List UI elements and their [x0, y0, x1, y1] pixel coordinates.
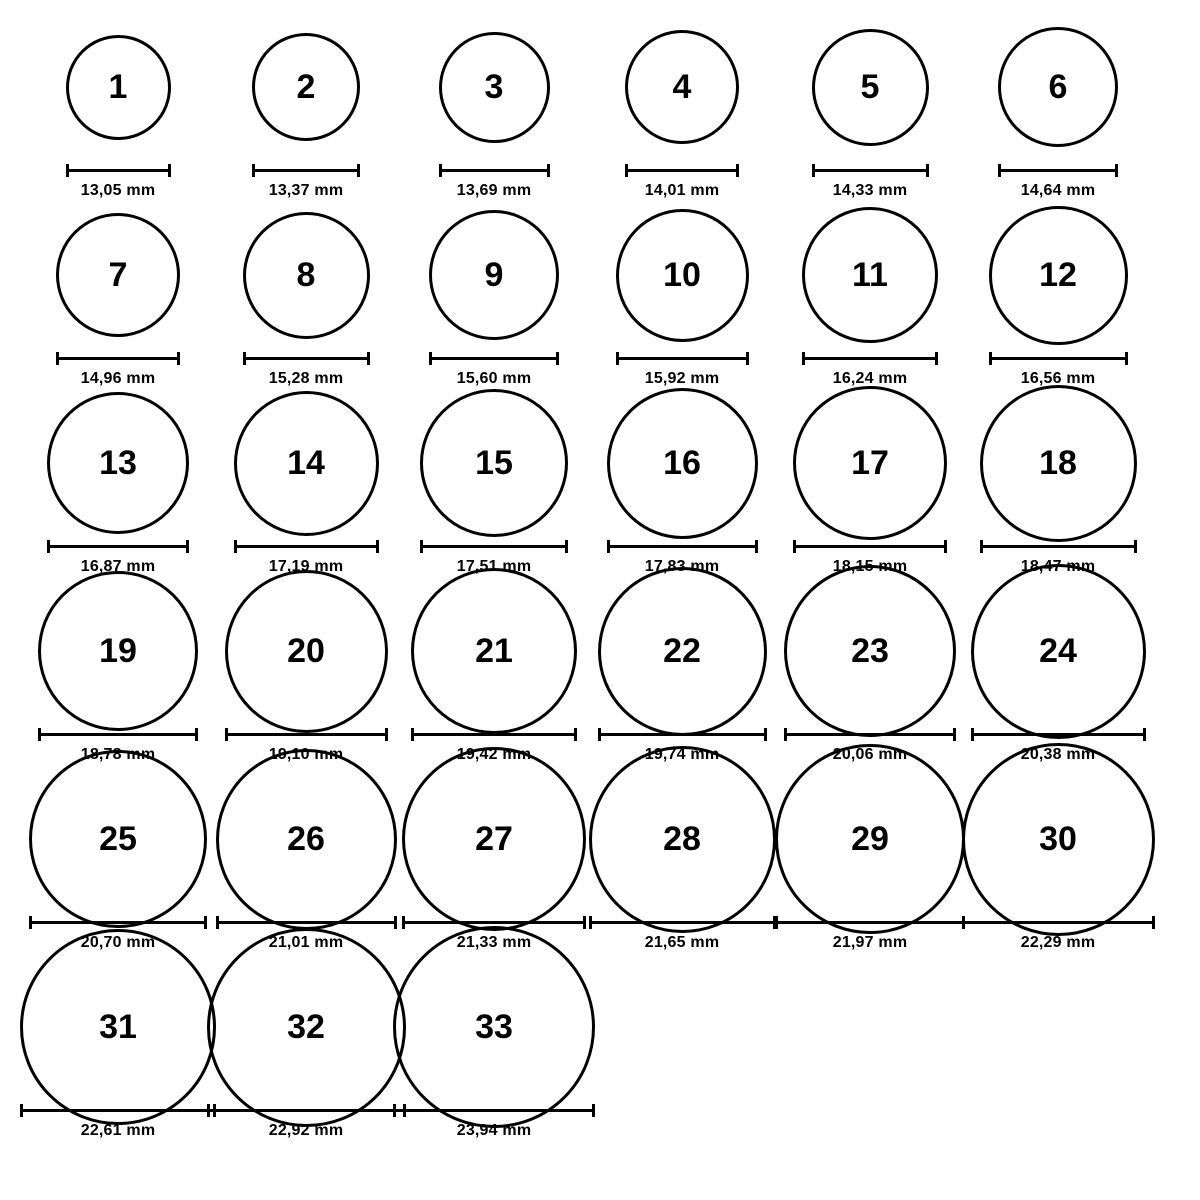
- ruler-cap-right: [385, 728, 388, 741]
- ruler-cap-left: [793, 540, 796, 553]
- diameter-ruler: [20, 1104, 216, 1116]
- ring-circle-icon: [962, 743, 1155, 936]
- diameter-label: 22,61 mm: [80, 1122, 156, 1139]
- diameter-ruler: [216, 916, 397, 928]
- ring-circle-icon: [411, 568, 577, 734]
- diameter-ruler: [598, 728, 767, 740]
- diameter-ruler: [56, 352, 180, 364]
- ruler-cap-left: [971, 728, 974, 741]
- ring-circle-wrap: [20, 952, 216, 1102]
- ruler-cap-right: [592, 1104, 595, 1117]
- diameter-ruler: [420, 540, 568, 552]
- diameter-ruler: [47, 540, 189, 552]
- diameter-label: 14,01 mm: [644, 182, 720, 199]
- ruler-cap-left: [598, 728, 601, 741]
- diameter-ruler: [962, 916, 1155, 928]
- diameter-label: 21,33 mm: [456, 934, 532, 951]
- ring-size-cell: [400, 952, 588, 1140]
- diameter-label: 19,10 mm: [268, 746, 344, 763]
- ring-circle-icon: [225, 570, 388, 733]
- ring-size-cell: [24, 952, 212, 1140]
- ring-circle-icon: [589, 746, 776, 933]
- ring-circle-wrap: [234, 388, 379, 538]
- ring-circle-wrap: [589, 764, 776, 914]
- ring-size-number: 30: [1039, 820, 1077, 858]
- ring-circle-wrap: [989, 200, 1128, 350]
- ring-size-cell: [24, 200, 212, 388]
- ruler-bar: [607, 545, 758, 548]
- ring-circle-icon: [793, 386, 947, 540]
- ruler-cap-right: [926, 164, 929, 177]
- ring-size-number: 31: [99, 1008, 137, 1046]
- ring-circle-wrap: [225, 576, 388, 726]
- ring-size-number: 22: [663, 632, 701, 670]
- ring-circle-icon: [66, 35, 171, 140]
- ruler-cap-right: [764, 728, 767, 741]
- ring-circle-icon: [216, 749, 397, 930]
- ring-size-number: 25: [99, 820, 137, 858]
- ring-circle-wrap: [243, 200, 370, 350]
- ring-size-number: 18: [1039, 444, 1077, 482]
- ring-circle-wrap: [56, 200, 180, 350]
- diameter-ruler: [411, 728, 577, 740]
- ring-size-number: 6: [1048, 68, 1068, 106]
- ring-circle-icon: [38, 571, 198, 731]
- ring-size-number: 15: [475, 444, 513, 482]
- diameter-ruler: [234, 540, 379, 552]
- ring-circle-icon: [802, 207, 938, 343]
- ruler-bar: [439, 169, 550, 172]
- ruler-bar: [38, 733, 198, 736]
- ruler-cap-right: [195, 728, 198, 741]
- diameter-ruler: [252, 164, 360, 176]
- diameter-label: 15,60 mm: [456, 370, 532, 387]
- ring-size-cell: [964, 576, 1152, 764]
- ruler-bar: [393, 1109, 595, 1112]
- ruler-cap-right: [1134, 540, 1137, 553]
- ring-size-number: 8: [296, 256, 316, 294]
- ruler-cap-right: [953, 728, 956, 741]
- ring-circle-icon: [429, 210, 559, 340]
- ruler-bar: [598, 733, 767, 736]
- ring-size-cell: [24, 576, 212, 764]
- ring-size-cell: [776, 576, 964, 764]
- ruler-cap-right: [1115, 164, 1118, 177]
- ruler-cap-left: [47, 540, 50, 553]
- ruler-cap-left: [812, 164, 815, 177]
- ring-size-cell: [212, 576, 400, 764]
- ring-size-cell: [212, 952, 400, 1140]
- ring-size-cell: [588, 200, 776, 388]
- ruler-cap-left: [962, 916, 965, 929]
- diameter-label: 14,96 mm: [80, 370, 156, 387]
- ring-circle-wrap: [420, 388, 568, 538]
- ruler-bar: [989, 357, 1128, 360]
- ruler-bar: [429, 357, 559, 360]
- ruler-cap-left: [989, 352, 992, 365]
- diameter-ruler: [812, 164, 929, 176]
- ring-size-cell: [24, 388, 212, 576]
- diameter-label: 22,29 mm: [1020, 934, 1096, 951]
- diameter-label: 16,56 mm: [1020, 370, 1096, 387]
- ring-circle-icon: [20, 929, 216, 1125]
- ruler-cap-right: [547, 164, 550, 177]
- ring-size-number: 20: [287, 632, 325, 670]
- ruler-bar: [243, 357, 370, 360]
- ruler-cap-left: [225, 728, 228, 741]
- ring-size-cell: [588, 576, 776, 764]
- ring-circle-wrap: [607, 388, 758, 538]
- ring-size-number: 1: [108, 68, 128, 106]
- ruler-bar: [29, 921, 207, 924]
- ring-size-row: [24, 764, 1176, 952]
- ring-circle-wrap: [793, 388, 947, 538]
- ring-circle-wrap: [616, 200, 749, 350]
- ring-size-number: 28: [663, 820, 701, 858]
- ruler-bar: [962, 921, 1155, 924]
- ring-size-cell: [400, 200, 588, 388]
- ruler-cap-right: [556, 352, 559, 365]
- diameter-ruler: [225, 728, 388, 740]
- ruler-cap-left: [207, 1104, 210, 1117]
- ring-size-number: 3: [484, 68, 504, 106]
- ring-size-number: 19: [99, 632, 137, 670]
- ring-circle-wrap: [598, 576, 767, 726]
- ring-size-number: 16: [663, 444, 701, 482]
- diameter-label: 20,70 mm: [80, 934, 156, 951]
- ruler-cap-right: [357, 164, 360, 177]
- ruler-cap-left: [393, 1104, 396, 1117]
- ring-size-cell: [776, 12, 964, 200]
- ruler-cap-right: [1143, 728, 1146, 741]
- ring-size-cell: [212, 764, 400, 952]
- ruler-bar: [402, 921, 586, 924]
- diameter-ruler: [998, 164, 1118, 176]
- ruler-bar: [589, 921, 776, 924]
- ring-circle-wrap: [998, 12, 1118, 162]
- ring-size-number: 17: [851, 444, 889, 482]
- ruler-cap-right: [565, 540, 568, 553]
- ruler-cap-left: [980, 540, 983, 553]
- ruler-cap-left: [589, 916, 592, 929]
- ruler-cap-left: [56, 352, 59, 365]
- ring-size-cell: [776, 200, 964, 388]
- ring-circle-wrap: [38, 576, 198, 726]
- ring-size-cell: [964, 12, 1152, 200]
- ring-size-cell: [24, 12, 212, 200]
- diameter-label: 19,42 mm: [456, 746, 532, 763]
- diameter-label: 20,38 mm: [1020, 746, 1096, 763]
- ring-circle-wrap: [252, 12, 360, 162]
- ring-circle-wrap: [216, 764, 397, 914]
- ring-size-number: 2: [296, 68, 316, 106]
- ring-circle-wrap: [429, 200, 559, 350]
- ring-size-cell: [964, 764, 1152, 952]
- ruler-cap-right: [583, 916, 586, 929]
- ruler-bar: [20, 1109, 216, 1112]
- ring-size-row: [24, 12, 1176, 200]
- diameter-label: 23,94 mm: [456, 1122, 532, 1139]
- ruler-cap-left: [29, 916, 32, 929]
- diameter-ruler: [207, 1104, 406, 1116]
- ruler-cap-right: [736, 164, 739, 177]
- ring-circle-icon: [56, 213, 180, 337]
- ring-size-row: [24, 200, 1176, 388]
- diameter-ruler: [625, 164, 739, 176]
- diameter-label: 14,33 mm: [832, 182, 908, 199]
- ring-size-cell: [588, 12, 776, 200]
- diameter-label: 17,51 mm: [456, 558, 532, 575]
- ring-circle-icon: [420, 389, 568, 537]
- ring-circle-wrap: [439, 12, 550, 162]
- ring-size-cell: [776, 388, 964, 576]
- ruler-bar: [234, 545, 379, 548]
- ruler-cap-left: [243, 352, 246, 365]
- ruler-cap-left: [252, 164, 255, 177]
- diameter-label: 21,65 mm: [644, 934, 720, 951]
- diameter-label: 18,15 mm: [832, 558, 908, 575]
- ring-circle-icon: [784, 565, 956, 737]
- ring-circle-wrap: [393, 952, 595, 1102]
- ring-size-cell: [400, 12, 588, 200]
- ring-size-row: [24, 388, 1176, 576]
- ring-circle-icon: [47, 392, 189, 534]
- ruler-cap-right: [367, 352, 370, 365]
- ring-size-cell: [212, 12, 400, 200]
- ring-circle-icon: [207, 928, 406, 1127]
- diameter-ruler: [589, 916, 776, 928]
- ruler-bar: [625, 169, 739, 172]
- ring-size-number: 12: [1039, 256, 1077, 294]
- ring-size-number: 23: [851, 632, 889, 670]
- diameter-ruler: [439, 164, 550, 176]
- ring-size-number: 10: [663, 256, 701, 294]
- ruler-bar: [812, 169, 929, 172]
- ruler-cap-left: [439, 164, 442, 177]
- diameter-ruler: [616, 352, 749, 364]
- diameter-ruler: [429, 352, 559, 364]
- ring-circle-wrap: [784, 576, 956, 726]
- ruler-cap-right: [1152, 916, 1155, 929]
- diameter-label: 21,97 mm: [832, 934, 908, 951]
- ring-size-row: [24, 576, 1176, 764]
- ruler-bar: [252, 169, 360, 172]
- ring-size-number: 21: [475, 632, 513, 670]
- diameter-ruler: [971, 728, 1146, 740]
- diameter-label: 13,05 mm: [80, 182, 156, 199]
- ring-circle-icon: [998, 27, 1118, 147]
- ring-circle-wrap: [411, 576, 577, 726]
- ring-circle-icon: [775, 744, 965, 934]
- diameter-label: 17,83 mm: [644, 558, 720, 575]
- ring-circle-icon: [393, 926, 595, 1128]
- ruler-cap-right: [935, 352, 938, 365]
- ring-circle-icon: [402, 747, 586, 931]
- ring-circle-wrap: [802, 200, 938, 350]
- ring-size-number: 11: [852, 256, 888, 294]
- ring-circle-icon: [971, 564, 1146, 739]
- diameter-label: 19,74 mm: [644, 746, 720, 763]
- ruler-bar: [784, 733, 956, 736]
- ruler-cap-left: [216, 916, 219, 929]
- ring-circle-icon: [980, 385, 1137, 542]
- ruler-bar: [420, 545, 568, 548]
- ruler-bar: [971, 733, 1146, 736]
- ring-size-number: 14: [287, 444, 325, 482]
- ruler-cap-left: [20, 1104, 23, 1117]
- ruler-cap-left: [402, 916, 405, 929]
- ring-circle-icon: [598, 567, 767, 736]
- ruler-cap-right: [746, 352, 749, 365]
- diameter-ruler: [66, 164, 171, 176]
- ruler-cap-left: [625, 164, 628, 177]
- ring-size-number: 7: [108, 256, 128, 294]
- ruler-cap-right: [168, 164, 171, 177]
- ruler-bar: [998, 169, 1118, 172]
- ruler-cap-left: [802, 352, 805, 365]
- ruler-cap-left: [429, 352, 432, 365]
- ring-circle-wrap: [29, 764, 207, 914]
- ring-size-row: [24, 952, 1176, 1140]
- diameter-label: 13,69 mm: [456, 182, 532, 199]
- ring-size-number: 24: [1039, 632, 1077, 670]
- ruler-cap-left: [998, 164, 1001, 177]
- ruler-cap-left: [411, 728, 414, 741]
- ruler-cap-right: [755, 540, 758, 553]
- ring-circle-wrap: [962, 764, 1155, 914]
- ruler-cap-right: [394, 916, 397, 929]
- ring-size-number: 27: [475, 820, 513, 858]
- diameter-ruler: [29, 916, 207, 928]
- diameter-ruler: [38, 728, 198, 740]
- diameter-label: 17,19 mm: [268, 558, 344, 575]
- diameter-ruler: [793, 540, 947, 552]
- ruler-cap-left: [420, 540, 423, 553]
- ring-circle-icon: [252, 33, 360, 141]
- ruler-cap-right: [186, 540, 189, 553]
- ruler-cap-right: [1125, 352, 1128, 365]
- ring-circle-icon: [243, 212, 370, 339]
- ring-size-number: 32: [287, 1008, 325, 1046]
- ruler-cap-left: [66, 164, 69, 177]
- diameter-ruler: [980, 540, 1137, 552]
- diameter-label: 18,47 mm: [1020, 558, 1096, 575]
- ruler-cap-right: [177, 352, 180, 365]
- ring-circle-wrap: [980, 388, 1137, 538]
- ruler-cap-left: [234, 540, 237, 553]
- ring-circle-wrap: [775, 764, 965, 914]
- ruler-bar: [802, 357, 938, 360]
- diameter-label: 20,06 mm: [832, 746, 908, 763]
- ring-size-number: 13: [99, 444, 137, 482]
- ring-size-cell: [400, 764, 588, 952]
- ring-circle-icon: [607, 388, 758, 539]
- ring-circle-icon: [29, 750, 207, 928]
- ring-size-cell: [776, 764, 964, 952]
- ring-circle-wrap: [402, 764, 586, 914]
- ruler-bar: [56, 357, 180, 360]
- ring-circle-icon: [439, 32, 550, 143]
- diameter-label: 21,01 mm: [268, 934, 344, 951]
- ring-circle-icon: [625, 30, 739, 144]
- diameter-label: 22,92 mm: [268, 1122, 344, 1139]
- ring-circle-icon: [989, 206, 1128, 345]
- ruler-cap-right: [376, 540, 379, 553]
- ring-circle-icon: [812, 29, 929, 146]
- ring-circle-wrap: [207, 952, 406, 1102]
- ruler-bar: [225, 733, 388, 736]
- ruler-cap-left: [784, 728, 787, 741]
- ring-size-cell: [212, 200, 400, 388]
- ring-size-number: 29: [851, 820, 889, 858]
- ruler-cap-left: [607, 540, 610, 553]
- diameter-ruler: [775, 916, 965, 928]
- diameter-label: 15,92 mm: [644, 370, 720, 387]
- ruler-bar: [793, 545, 947, 548]
- ruler-bar: [775, 921, 965, 924]
- ring-circle-icon: [616, 209, 749, 342]
- ring-size-cell: [588, 764, 776, 952]
- diameter-label: 15,28 mm: [268, 370, 344, 387]
- ruler-cap-left: [616, 352, 619, 365]
- ring-circle-wrap: [625, 12, 739, 162]
- diameter-ruler: [802, 352, 938, 364]
- ring-size-number: 33: [475, 1008, 513, 1046]
- ring-circle-wrap: [812, 12, 929, 162]
- ring-circle-wrap: [971, 576, 1146, 726]
- ring-size-number: 4: [672, 68, 692, 106]
- diameter-ruler: [243, 352, 370, 364]
- ring-size-cell: [400, 576, 588, 764]
- diameter-label: 16,24 mm: [832, 370, 908, 387]
- diameter-label: 14,64 mm: [1020, 182, 1096, 199]
- ring-size-cell: [964, 200, 1152, 388]
- diameter-ruler: [784, 728, 956, 740]
- ring-size-cell: [964, 388, 1152, 576]
- ruler-cap-right: [574, 728, 577, 741]
- ring-size-number: 9: [484, 256, 504, 294]
- ruler-bar: [66, 169, 171, 172]
- ruler-bar: [216, 921, 397, 924]
- diameter-ruler: [989, 352, 1128, 364]
- ruler-bar: [616, 357, 749, 360]
- ring-size-cell: [588, 388, 776, 576]
- ruler-bar: [207, 1109, 406, 1112]
- ring-size-number: 5: [860, 68, 880, 106]
- diameter-label: 18,78 mm: [80, 746, 156, 763]
- diameter-ruler: [393, 1104, 595, 1116]
- ring-size-cell: [400, 388, 588, 576]
- ruler-bar: [411, 733, 577, 736]
- ring-size-number: 26: [287, 820, 325, 858]
- diameter-label: 13,37 mm: [268, 182, 344, 199]
- ruler-cap-right: [944, 540, 947, 553]
- ruler-bar: [980, 545, 1137, 548]
- ring-size-cell: [24, 764, 212, 952]
- diameter-ruler: [607, 540, 758, 552]
- diameter-label: 16,87 mm: [80, 558, 156, 575]
- ruler-cap-right: [204, 916, 207, 929]
- ring-circle-icon: [234, 391, 379, 536]
- ring-circle-wrap: [47, 388, 189, 538]
- ruler-cap-left: [775, 916, 778, 929]
- ring-circle-wrap: [66, 12, 171, 162]
- ruler-cap-left: [38, 728, 41, 741]
- ruler-bar: [47, 545, 189, 548]
- ring-size-cell: [212, 388, 400, 576]
